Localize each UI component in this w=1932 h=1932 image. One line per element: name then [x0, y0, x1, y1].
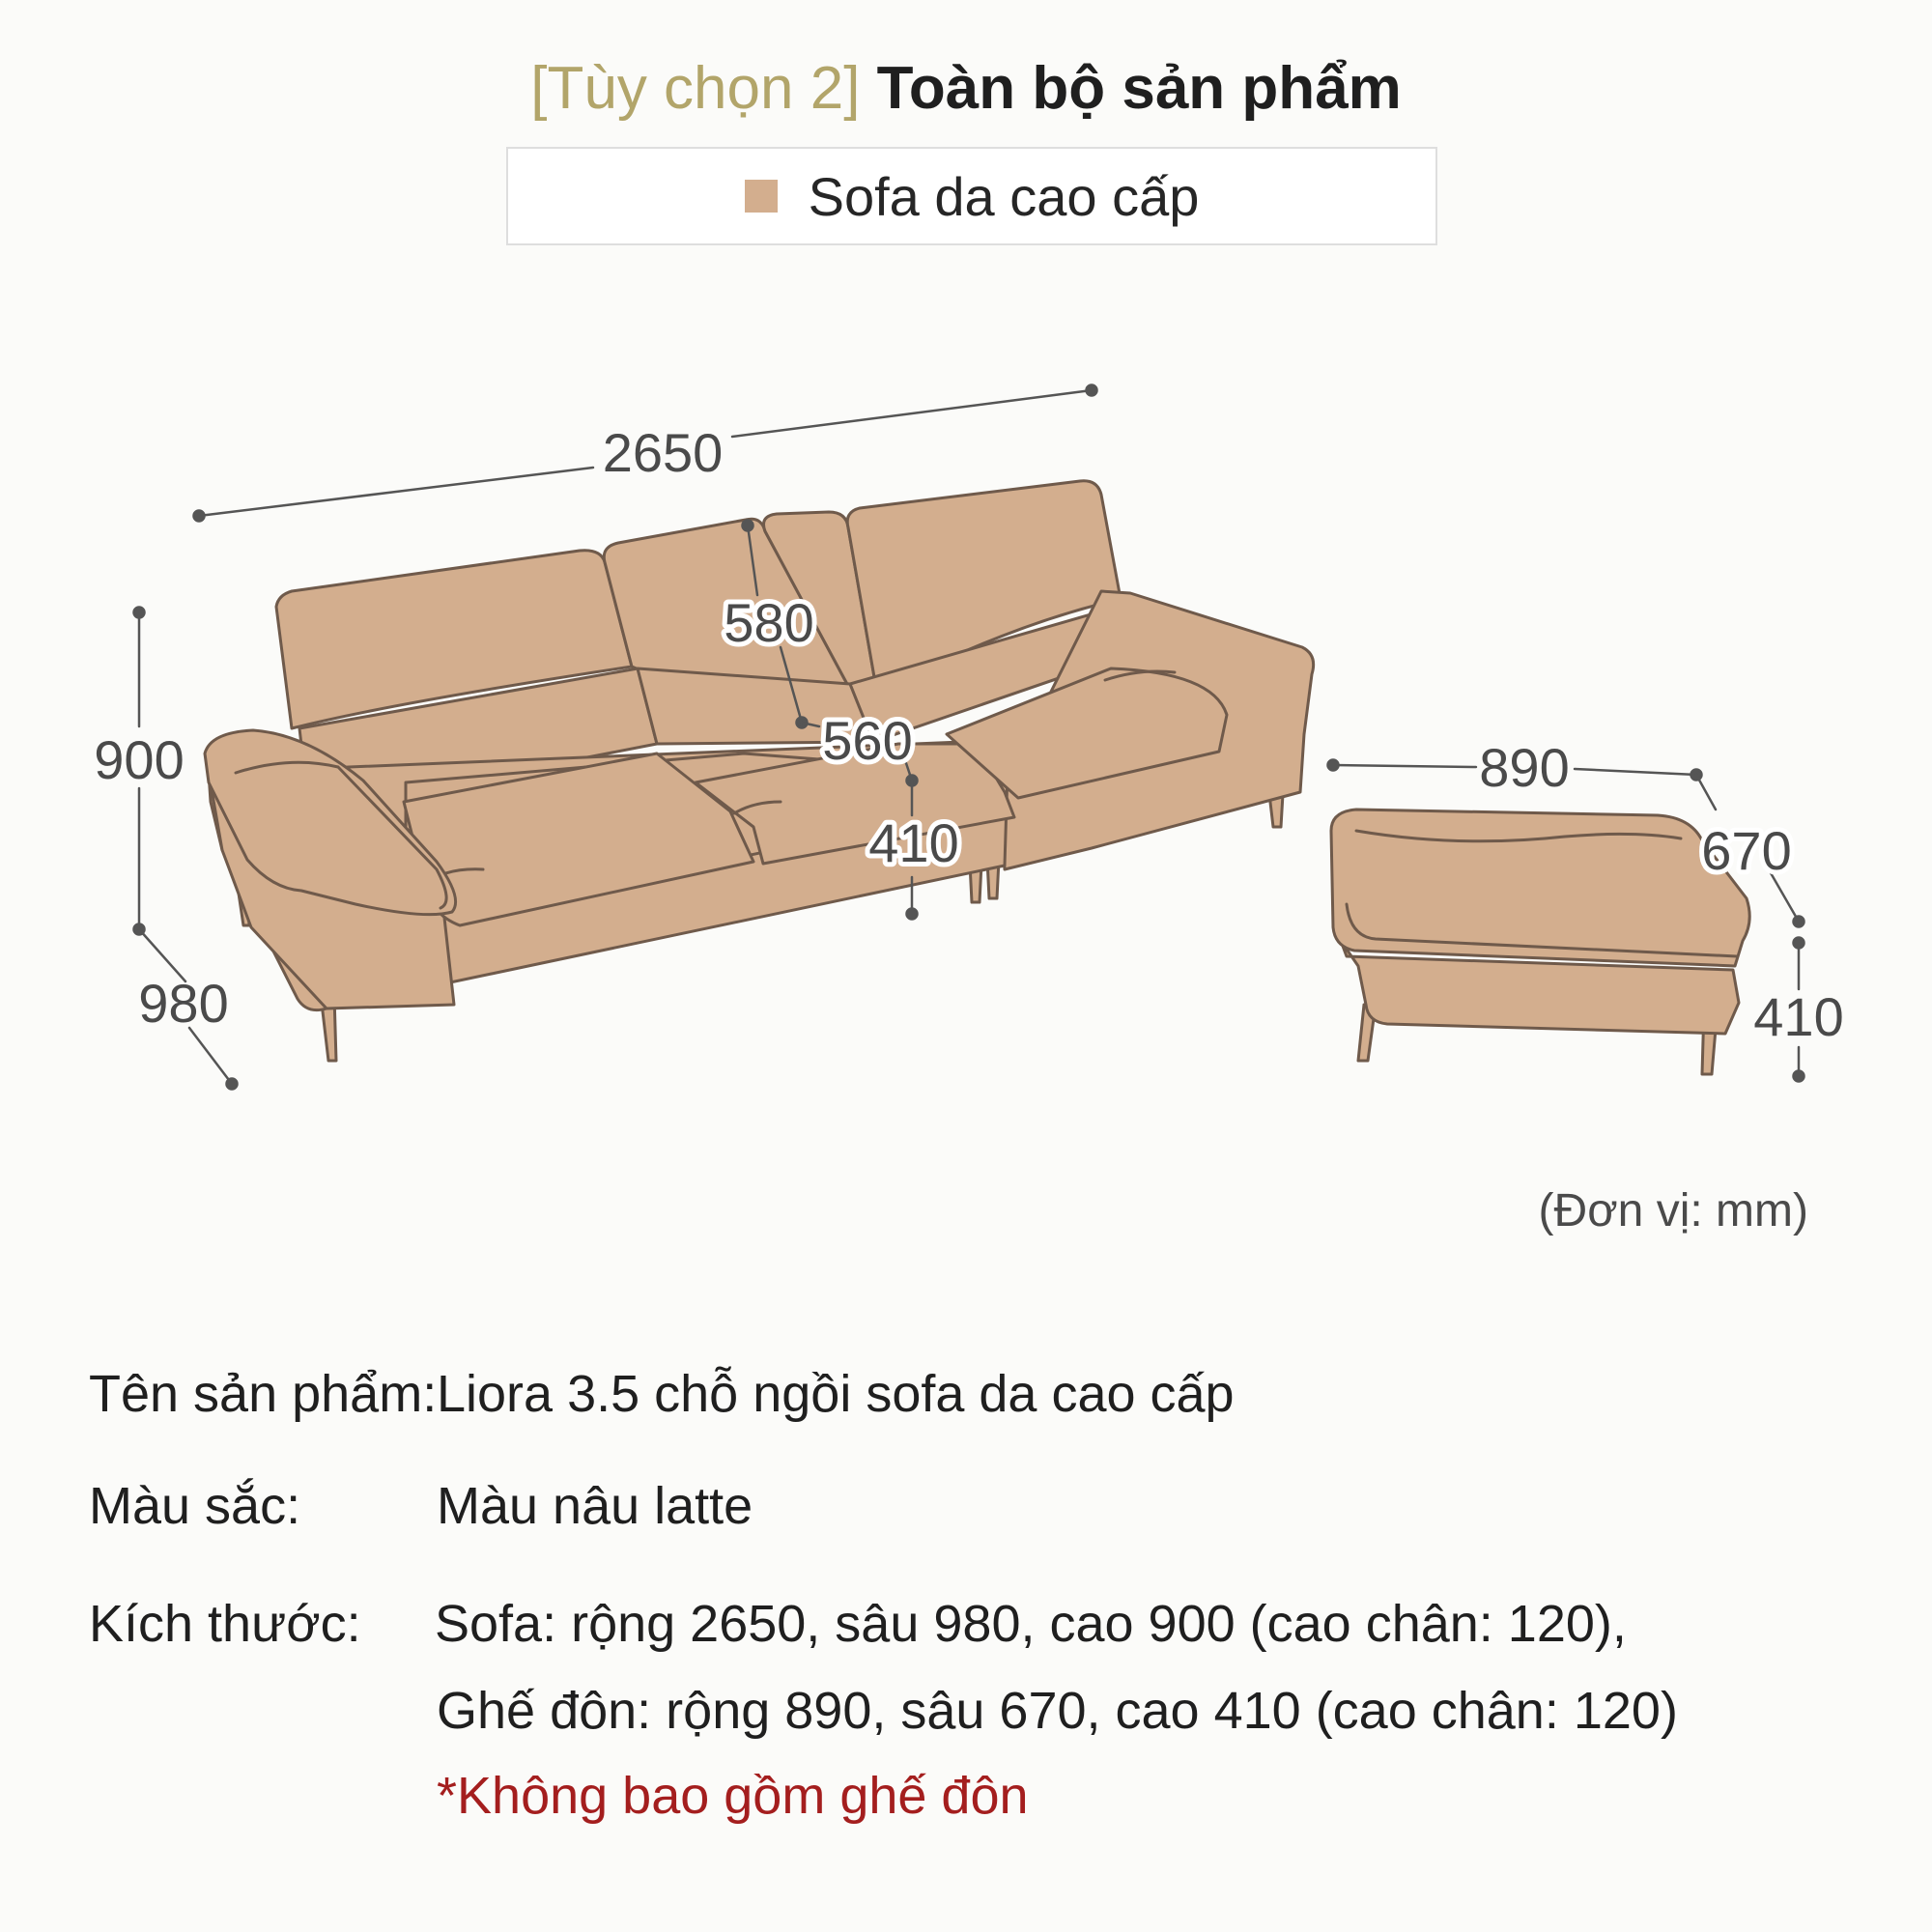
spec-name-value: Liora 3.5 chỗ ngồi sofa da cao cấp [437, 1365, 1235, 1423]
unit-note: (Đơn vị: mm) [1538, 1185, 1808, 1236]
option-label: [Tùy chọn 2] [530, 55, 861, 122]
spec-color-label: Màu sắc: [89, 1477, 301, 1535]
spec-size-label: Kích thước: [89, 1595, 361, 1653]
spec-note: *Không bao gồm ghế đôn [437, 1767, 1029, 1825]
label-ottoman-width-890: 890 [1479, 737, 1570, 798]
spec-size-ottoman: Ghế đôn: rộng 890, sâu 670, cao 410 (cao chân: 120) [437, 1682, 1678, 1740]
label-depth-980: 980 [138, 973, 229, 1034]
legend-label: Sofa da cao cấp [808, 165, 1200, 227]
spec-name-label: Tên sản phẩm: [89, 1365, 438, 1423]
label-seat-height-410: 410 [868, 812, 959, 873]
label-ottoman-depth-670: 670 [1701, 820, 1792, 881]
label-ottoman-height-410: 410 [1753, 986, 1844, 1047]
spec-color-value: Màu nâu latte [437, 1477, 753, 1535]
label-width-2650: 2650 [602, 422, 724, 483]
label-back-580: 580 [724, 592, 814, 653]
label-height-900: 900 [94, 729, 185, 790]
title-text: Toàn bộ sản phẩm [876, 55, 1402, 122]
label-seat-depth-560: 560 [822, 710, 913, 771]
spec-size-sofa: Sofa: rộng 2650, sâu 980, cao 900 (cao chân: 120), [435, 1595, 1627, 1653]
ottoman-drawing [1331, 810, 1749, 1074]
